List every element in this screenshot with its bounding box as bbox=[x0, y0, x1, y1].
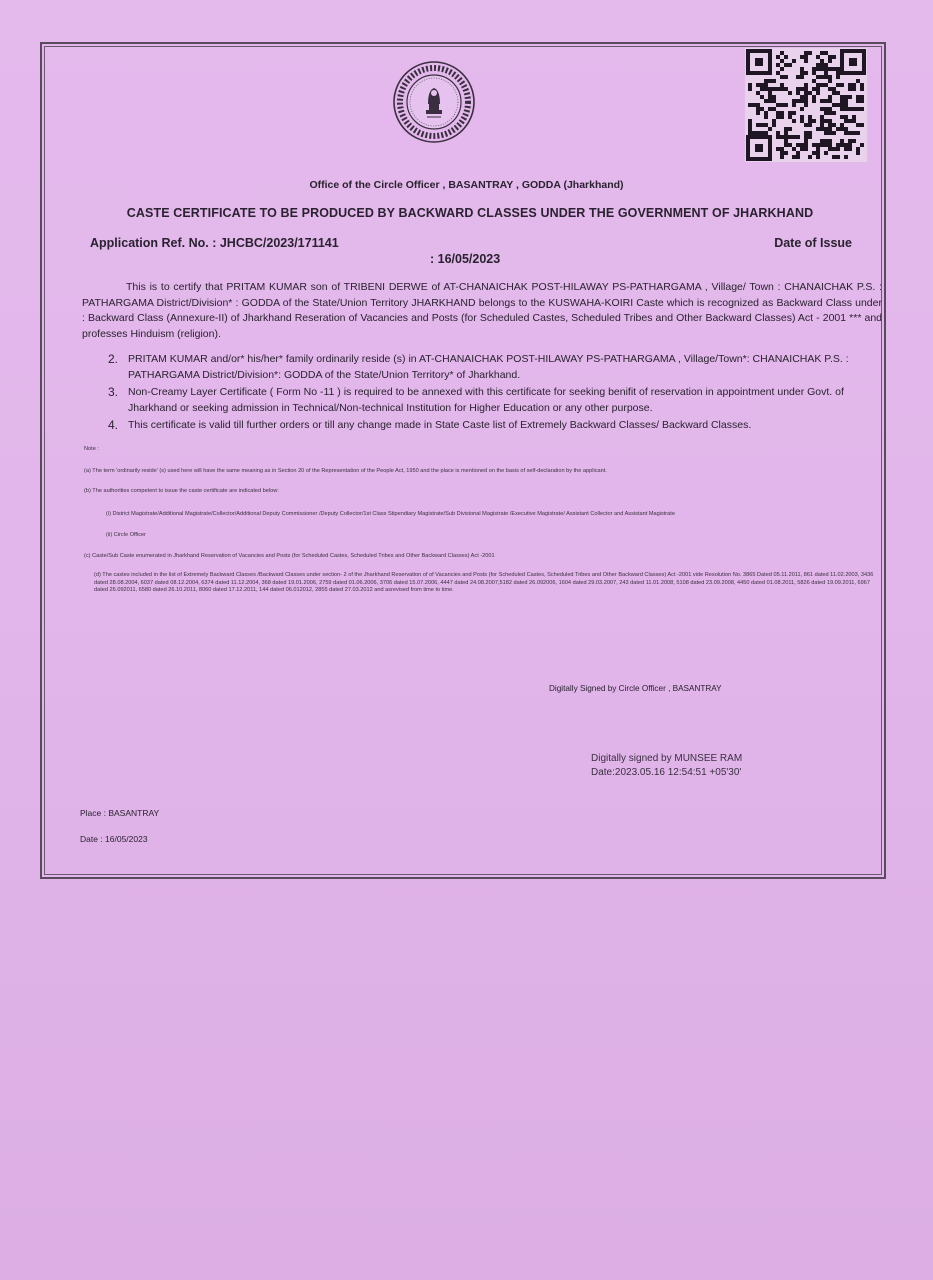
note-b-ii: (ii) Circle Officer bbox=[106, 532, 146, 538]
date-of-issue-label: Date of Issue bbox=[774, 236, 852, 250]
clause-number: 4. bbox=[108, 418, 119, 432]
notes-section bbox=[84, 446, 874, 595]
clause-item bbox=[108, 418, 878, 434]
clause-text: This certificate is valid till further orders or till any change made in State Caste list of Extremely Backward Classes/ Backward Classes. bbox=[128, 419, 752, 431]
application-ref: Application Ref. No. : JHCBC/2023/171141 bbox=[90, 236, 339, 250]
clause-item bbox=[108, 352, 878, 383]
digital-signature-statement: Digitally Signed by Circle Officer , BASANTRAY bbox=[549, 684, 722, 693]
signer-name: Digitally signed by MUNSEE RAM bbox=[591, 753, 743, 764]
place-field: Place : BASANTRAY bbox=[80, 808, 160, 818]
clause-item bbox=[108, 385, 878, 416]
note-c: (c) Caste/Sub Caste enumerated in Jharkhand Reservation of Vacancies and Posts (for Scheduled Castes, Scheduled Tribes and Other Backward Classes) Act -2001 bbox=[84, 552, 495, 559]
clause-number: 2. bbox=[108, 352, 119, 366]
date-of-issue-value: : 16/05/2023 bbox=[430, 252, 501, 266]
certification-paragraph: This is to certify that PRITAM KUMAR son of TRIBENI DERWE of AT-CHANAICHAK POST-HILAWAY PS-PATHARGAMA , Village/ Town : CHANAICHAK P.S. : PATHARGAMA District/Division* : GODDA of the State/Union Territory JHARKHAND belongs to the KUSWAHA-KOIRI Caste which is recognized as Backward Class under : Backward Class (Annexure-II) of Jharkhand Reseration of Vacancies and Posts (for Scheduled Castes, Scheduled Tribes and Other Backward Classes) Act - 2001 *** and professes Hinduism (religion). bbox=[82, 281, 882, 340]
note-b: (b) The authorities competent to issue the caste certificate are indicated below: bbox=[84, 488, 279, 494]
clause-number: 3. bbox=[108, 385, 119, 399]
clause-text: Non-Creamy Layer Certificate ( Form No -11 ) is required to be annexed with this certificate for seeking benifit of reservation in appointment under Govt. of Jharkhand or seeking admission in Technical/Non-technical Institution for Higher Education or any other purpose. bbox=[128, 386, 844, 414]
note-label: Note : bbox=[84, 446, 99, 452]
certificate-title: CASTE CERTIFICATE TO BE PRODUCED BY BACKWARD CLASSES UNDER THE GOVERNMENT OF JHARKHAND bbox=[126, 206, 814, 220]
clause-text: PRITAM KUMAR and/or* his/her* family ordinarily reside (s) in AT-CHANAICHAK POST-HILAWAY PS-PATHARGAMA , Village/Town*: CHANAICHAK P.S. : PATHARGAMA District/Division*: GODDA of the State/Union Territory* of Jharkhand. bbox=[128, 353, 849, 381]
office-heading: Office of the Circle Officer , BASANTRAY , GODDA (Jharkhand) bbox=[309, 179, 624, 191]
signer-timestamp: Date:2023.05.16 12:54:51 +05'30' bbox=[591, 766, 742, 778]
state-emblem-seal-icon bbox=[392, 60, 476, 144]
note-d: (d) The castes included in the list of Extremely Backward Classes /Backward Classes under section- 2 of the Jharkhand Reservation of of Vacancies and Posts (for Scheduled Castes, Scheduled Tribes and Other Backward Classes) Act -2001 vide Resolution No. 3865 Dated 05.11.2011, 861 dated 11.02.2003, 3436 dated 28.08.2004, 6037 dated 08.12.2004, 6374 dated 11.12.2004, 368 dated 19.01.2006, 2759 dated 01.06.2006, 3706 dated 15.07.2006, 4447 dated 24.08.2007,5182 dated 26.092006, 1604 dated 29.03.2007, 243 dated 11.01.2008, 5108 dated 23.09.2008, 4450 dated 01.08.2011, 5826 dated 19.09.2011, 6967 dated 26.092011, 6580 dated 26.10.2011, 8060 dated 17.12.2011, 144 dated 06.012012, 2855 dated 27.03.2012 and asrevised from time to time. bbox=[94, 572, 874, 593]
date-field: Date : 16/05/2023 bbox=[80, 834, 148, 844]
note-b-i: (i) District Magistrate/Additional Magistrate/Collector/Additional Deputy Commissioner /Deputy Collector/1st Class Stipendiary Magistrate/Sub Divisional Magistrate /Executive Magistrate/ Assistant Collector and Assistant Magistrate bbox=[106, 510, 675, 517]
numbered-clauses bbox=[108, 352, 878, 436]
digital-signature-block bbox=[591, 752, 742, 779]
qr-code-icon bbox=[745, 48, 867, 162]
note-a: (a) The term 'ordinarily reside' (s) used here will have the same meaning as in Section 20 of the Representation of the People Act, 1950 and the place is mentioned on the basis of self-declaration by the applicant. bbox=[84, 467, 607, 474]
